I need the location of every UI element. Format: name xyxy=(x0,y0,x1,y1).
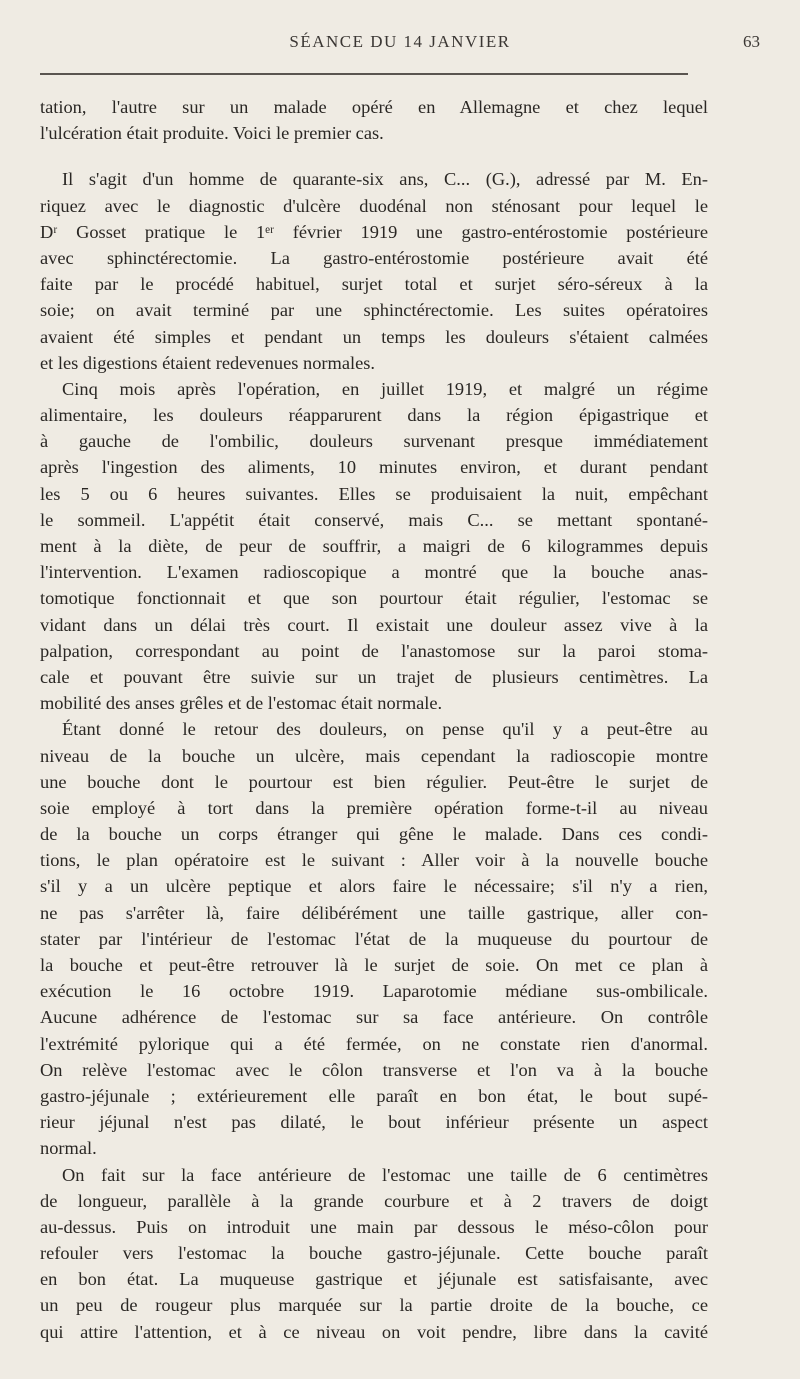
text-line: le sommeil. L'appétit était conservé, mais C... se mettant spontané- xyxy=(40,509,708,530)
text-line: les 5 ou 6 heures suivantes. Elles se produisaient la nuit, empêchant xyxy=(40,483,708,504)
text-line: faite par le procédé habituel, surjet total et surjet séro-séreux à la xyxy=(40,274,708,295)
paragraph xyxy=(40,376,708,716)
text-line: ne pas s'arrêter là, faire délibérément une taille gastrique, aller con- xyxy=(40,902,708,923)
text-line: refouler vers l'estomac la bouche gastro-jéjunale. Cette bouche paraît xyxy=(40,1243,708,1264)
text-line: soie; on avait terminé par une sphinctérectomie. Les suites opératoires xyxy=(40,300,708,321)
text-line: au-dessus. Puis on introduit une main par dessous le méso-côlon pour xyxy=(40,1216,708,1237)
text-line: Dʳ Gosset pratique le 1ᵉʳ février 1919 une gastro-entérostomie postérieure xyxy=(40,221,708,242)
text-line: palpation, correspondant au point de l'anastomose sur la paroi stoma- xyxy=(40,640,708,661)
text-line: tomotique fonctionnait et que son pourtour était régulier, l'estomac se xyxy=(40,588,708,609)
text-line: riquez avec le diagnostic d'ulcère duodénal non sténosant pour lequel le xyxy=(40,195,708,216)
text-line: de la bouche un corps étranger qui gêne le malade. Dans ces condi- xyxy=(40,824,708,845)
text-line: s'il y a un ulcère peptique et alors faire le nécessaire; s'il n'y a rien, xyxy=(40,876,708,897)
text-line: Il s'agit d'un homme de quarante-six ans, C... (G.), adressé par M. En- xyxy=(62,169,708,190)
text-line: exécution le 16 octobre 1919. Laparotomie médiane sus-ombilicale. xyxy=(40,981,708,1002)
paragraph-gap xyxy=(40,146,708,166)
text-line: l'intervention. L'examen radioscopique a montré que la bouche anas- xyxy=(40,562,708,583)
text-line: avec sphinctérectomie. La gastro-entérostomie postérieure avait été xyxy=(40,247,708,268)
text-line: de longueur, parallèle à la grande courbure et à 2 travers de doigt xyxy=(40,1190,708,1211)
text-line: tation, l'autre sur un malade opéré en Allemagne et chez lequel xyxy=(40,97,708,117)
text-line: alimentaire, les douleurs réapparurent dans la région épigastrique et xyxy=(40,405,708,426)
text-line: l'extrémité pylorique qui a été fermée, on ne constate rien d'anormal. xyxy=(40,1033,708,1054)
text-line: stater par l'intérieur de l'estomac l'état de la muqueuse du pourtour de xyxy=(40,928,708,949)
text-line: tions, le plan opératoire est le suivant : Aller voir à la nouvelle bouche xyxy=(40,850,708,871)
text-line: à gauche de l'ombilic, douleurs survenant presque immédiatement xyxy=(40,431,708,452)
text-line: et les digestions étaient redevenues normales. xyxy=(40,352,376,373)
text-line: en bon état. La muqueuse gastrique et jéjunale est satisfaisante, avec xyxy=(40,1269,708,1290)
text-line: On fait sur la face antérieure de l'estomac une taille de 6 centimètres xyxy=(62,1164,708,1185)
running-title: SÉANCE DU 14 JANVIER xyxy=(289,32,511,51)
text-line: Aucune adhérence de l'estomac sur sa face antérieure. On contrôle xyxy=(40,1007,708,1028)
text-line: un peu de rougeur plus marquée sur la partie droite de la bouche, ce xyxy=(40,1295,708,1316)
text-line: cale et pouvant être suivie sur un trajet de plusieurs centimètres. La xyxy=(40,666,708,687)
text-line: niveau de la bouche un ulcère, mais cependant la radioscopie montre xyxy=(40,745,708,766)
text-line: gastro-jéjunale ; extérieurement elle paraît en bon état, le bout supé- xyxy=(40,1085,708,1106)
text-line: une bouche dont le pourtour est bien régulier. Peut-être le surjet de xyxy=(40,771,708,792)
text-line: avaient été simples et pendant un temps les douleurs s'étaient calmées xyxy=(40,326,708,347)
paragraph xyxy=(40,716,708,1161)
text-line: soie employé à tort dans la première opération forme-t-il au niveau xyxy=(40,797,708,818)
text-line: normal. xyxy=(40,1138,97,1159)
text-line: rieur jéjunal n'est pas dilaté, le bout inférieur présente un aspect xyxy=(40,1112,708,1133)
body-text xyxy=(40,94,708,1345)
text-line: qui attire l'attention, et à ce niveau on voit pendre, libre dans la cavité xyxy=(40,1321,708,1342)
text-line: l'ulcération était produite. Voici le premier cas. xyxy=(40,123,384,144)
running-header xyxy=(40,32,760,54)
paragraph xyxy=(40,94,708,146)
text-line: On relève l'estomac avec le côlon transverse et l'on va à la bouche xyxy=(40,1059,708,1080)
text-line: la bouche et peut-être retrouver là le surjet de soie. On met ce plan à xyxy=(40,955,708,975)
paragraph xyxy=(40,166,708,376)
text-line: vidant dans un délai très court. Il existait une douleur assez vive à la xyxy=(40,614,708,635)
text-line: Cinq mois après l'opération, en juillet 1919, et malgré un régime xyxy=(62,378,708,399)
text-line: mobilité des anses grêles et de l'estomac était normale. xyxy=(40,693,443,714)
text-line: après l'ingestion des aliments, 10 minutes environ, et durant pendant xyxy=(40,457,708,478)
text-line: Étant donné le retour des douleurs, on pense qu'il y a peut-être au xyxy=(62,719,708,740)
header-rule xyxy=(40,73,688,75)
paragraph xyxy=(40,1162,708,1345)
text-line: ment à la diète, de peur de souffrir, a maigri de 6 kilogrammes depuis xyxy=(40,536,708,556)
page-number: 63 xyxy=(743,32,760,51)
